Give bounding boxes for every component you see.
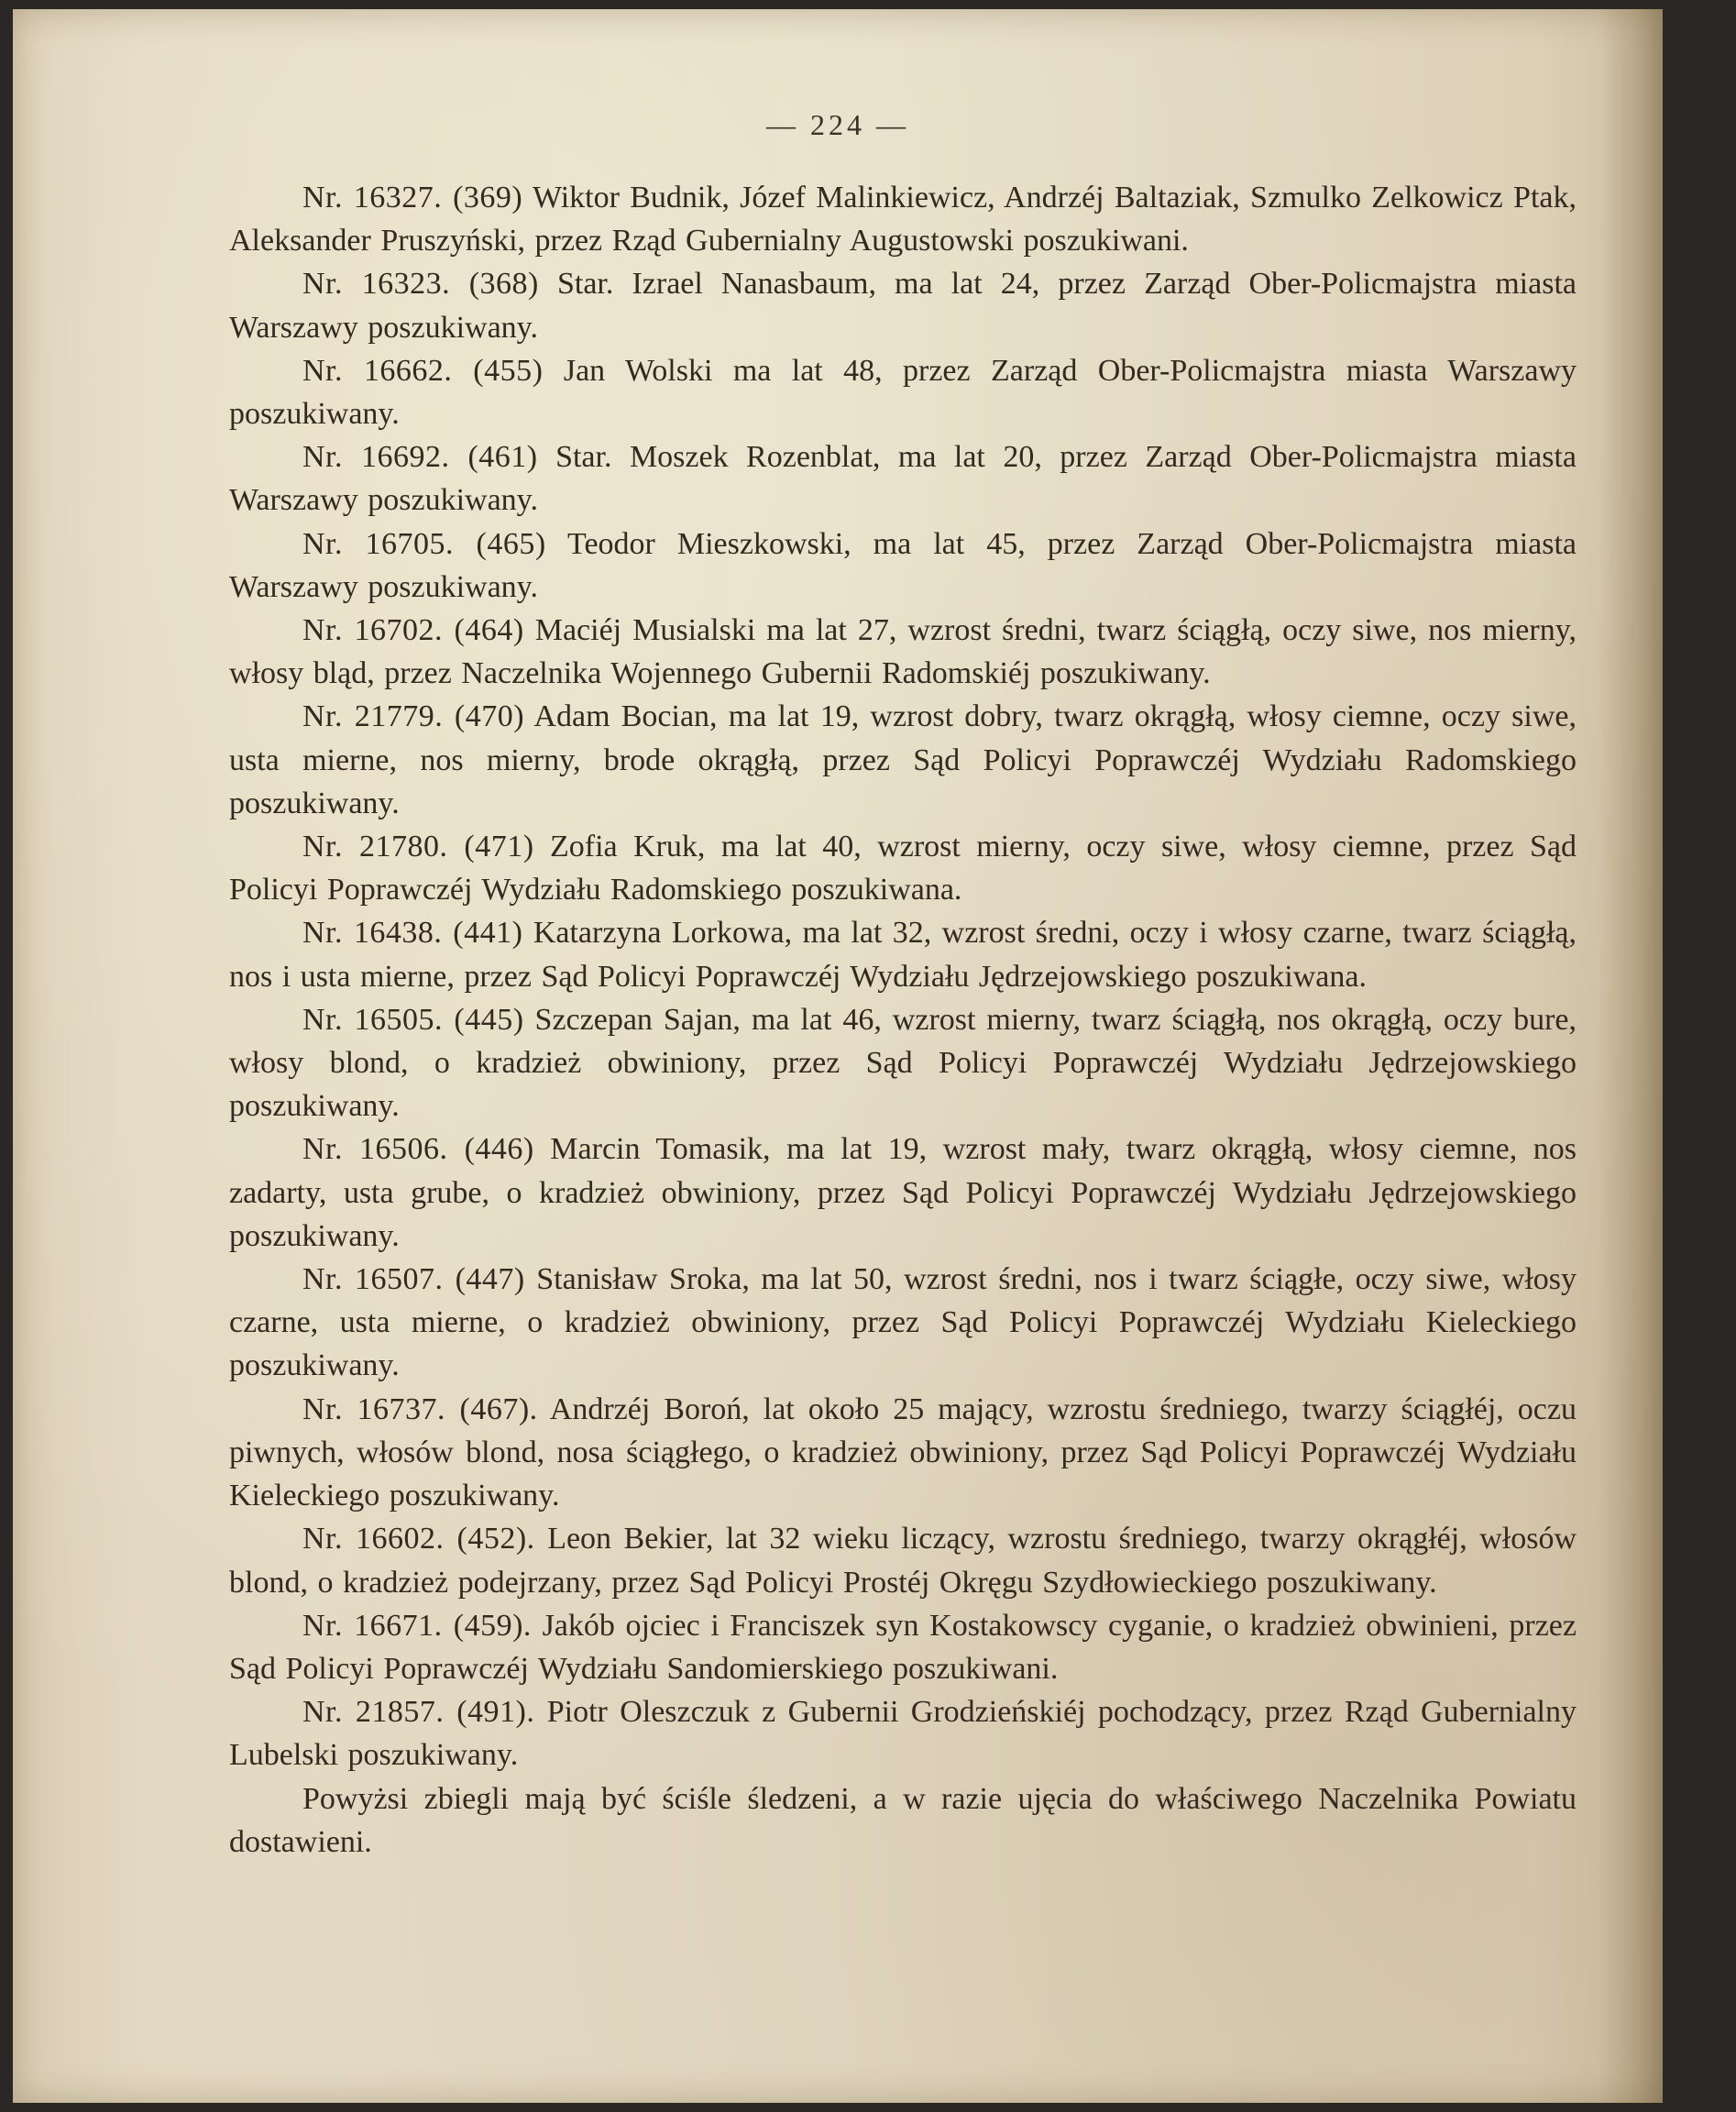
entry-text: Andrzéj Boroń, lat około 25 mający, wzrostu średniego, twarzy ściągłéj, oczu piwnych, włosów blond, nosa ściągłego, o kradzież obwiniony, przez Sąd Policyi Poprawczéj Wydziału Kieleckiego poszukiwany. <box>229 1392 1577 1513</box>
entry-16662 <box>229 349 1577 435</box>
page-number: — 224 — <box>766 108 909 141</box>
entry-16507 <box>229 1258 1577 1388</box>
entry-text: Maciéj Musialski ma lat 27, wzrost średni, twarz ściągłą, oczy siwe, nos mierny, włosy bląd, przez Naczelnika Wojennego Gubernii Radomskiéj poszukiwany. <box>229 613 1577 691</box>
entry-number: Nr. 16327. (369) <box>302 181 523 214</box>
entry-text: Star. Izrael Nanasbaum, ma lat 24, przez Zarząd Ober-Policmajstra miasta Warszawy poszukiwany. <box>229 267 1577 345</box>
entry-text: Zofia Kruk, ma lat 40, wzrost mierny, oczy siwe, włosy ciemne, przez Sąd Policyi Poprawczéj Wydziału Radomskiego poszukiwana. <box>229 830 1577 908</box>
entry-number: Nr. 16705. (465) <box>302 526 546 561</box>
entry-text: Stanisław Sroka, ma lat 50, wzrost średni, nos i twarz ściągłe, oczy siwe, włosy czarne, usta mierne, o kradzież obwiniony, przez Sąd Policyi Poprawczéj Wydziału Kieleckiego poszukiwany. <box>229 1262 1577 1383</box>
entry-number: Nr. 16702. (464) <box>302 613 524 648</box>
entry-number: Nr. 16506. (446) <box>302 1132 534 1167</box>
entry-16506 <box>229 1128 1577 1258</box>
document-body <box>229 176 1577 1864</box>
entry-21857 <box>229 1690 1577 1776</box>
entry-text: Jan Wolski ma lat 48, przez Zarząd Ober-Policmajstra miasta Warszawy poszukiwany. <box>229 353 1577 432</box>
entry-number: Nr. 21780. (471) <box>302 830 534 864</box>
page-binding-shadow <box>1599 9 1663 2103</box>
entry-text: Piotr Oleszczuk z Gubernii Grodzieńskiéj pochodzący, przez Rząd Gubernialny Lubelski poszukiwany. <box>229 1695 1577 1773</box>
entry-number: Nr. 16507. (447) <box>302 1262 525 1297</box>
entry-text: Jakób ojciec i Franciszek syn Kostakowscy cyganie, o kradzież obwinieni, przez Sąd Policyi Poprawczéj Wydziału Sandomierskiego poszukiwani. <box>229 1608 1577 1686</box>
entry-16323 <box>229 262 1577 348</box>
entry-number: Nr. 16438. (441) <box>302 916 523 951</box>
entry-number: Nr. 21779. (470) <box>302 699 525 734</box>
entry-16692 <box>229 435 1577 522</box>
entry-number: Nr. 16602. (452). <box>302 1522 535 1556</box>
entry-text: Wiktor Budnik, Józef Malinkiewicz, Andrzéj Baltaziak, Szmulko Zelkowicz Ptak, Aleksander Pruszyński, przez Rząd Gubernialny Augustowski poszukiwani. <box>229 181 1577 258</box>
entry-number: Nr. 16505. (445) <box>302 1002 524 1037</box>
entry-number: Nr. 16671. (459). <box>302 1608 532 1643</box>
entry-text: Adam Bocian, ma lat 19, wzrost dobry, twarz okrągłą, włosy ciemne, oczy siwe, usta mierne, nos mierny, brode okrągłą, przez Sąd Policyi Poprawczéj Wydziału Radomskiego poszukiwany. <box>229 699 1577 820</box>
entry-text: Star. Moszek Rozenblat, ma lat 20, przez Zarząd Ober-Policmajstra miasta Warszawy poszukiwany. <box>229 440 1577 518</box>
entry-number: Nr. 16692. (461) <box>302 440 538 475</box>
entry-21779 <box>229 695 1577 825</box>
entry-number: Nr. 16662. (455) <box>302 353 544 388</box>
entry-16438 <box>229 911 1577 997</box>
entry-text: Leon Bekier, lat 32 wieku liczący, wzrostu średniego, twarzy okrągłéj, włosów blond, o kradzież podejrzany, przez Sąd Policyi Prostéj Okręgu Szydłowieckiego poszukiwany. <box>229 1522 1577 1600</box>
entry-16671 <box>229 1604 1577 1690</box>
entry-text: Marcin Tomasik, ma lat 19, wzrost mały, twarz okrągłą, włosy ciemne, nos zadarty, usta grube, o kradzież obwiniony, przez Sąd Policyi Poprawczéj Wydziału Jędrzejowskiego poszukiwany. <box>229 1132 1577 1253</box>
closing-paragraph: Powyżsi zbiegli mają być ściśle śledzeni, a w razie ujęcia do właściwego Naczelnika Powiatu dostawieni. <box>229 1781 1577 1859</box>
entry-text: Szczepan Sajan, ma lat 46, wzrost mierny, twarz ściągłą, nos okrągłą, oczy bure, włosy blond, o kradzież obwiniony, przez Sąd Policyi Poprawczéj Wydziału Jędrzejowskiego poszukiwany. <box>229 1002 1577 1124</box>
entry-16327 <box>229 176 1577 262</box>
entry-16505 <box>229 998 1577 1128</box>
document-page <box>13 9 1663 2103</box>
entry-number: Nr. 16737. (467). <box>302 1392 538 1426</box>
entry-text: Teodor Mieszkowski, ma lat 45, przez Zarząd Ober-Policmajstra miasta Warszawy poszukiwany. <box>229 526 1577 604</box>
entry-16705 <box>229 522 1577 609</box>
entry-text: Katarzyna Lorkowa, ma lat 32, wzrost średni, oczy i włosy czarne, twarz ściągłą, nos i usta mierne, przez Sąd Policyi Poprawczéj Wydziału Jędrzejowskiego poszukiwana. <box>229 916 1577 994</box>
entry-21780 <box>229 825 1577 911</box>
entry-16737 <box>229 1388 1577 1518</box>
entry-number: Nr. 16323. (368) <box>302 267 539 302</box>
entry-number: Nr. 21857. (491). <box>302 1695 535 1730</box>
entry-16602 <box>229 1517 1577 1603</box>
entry-16702 <box>229 609 1577 695</box>
